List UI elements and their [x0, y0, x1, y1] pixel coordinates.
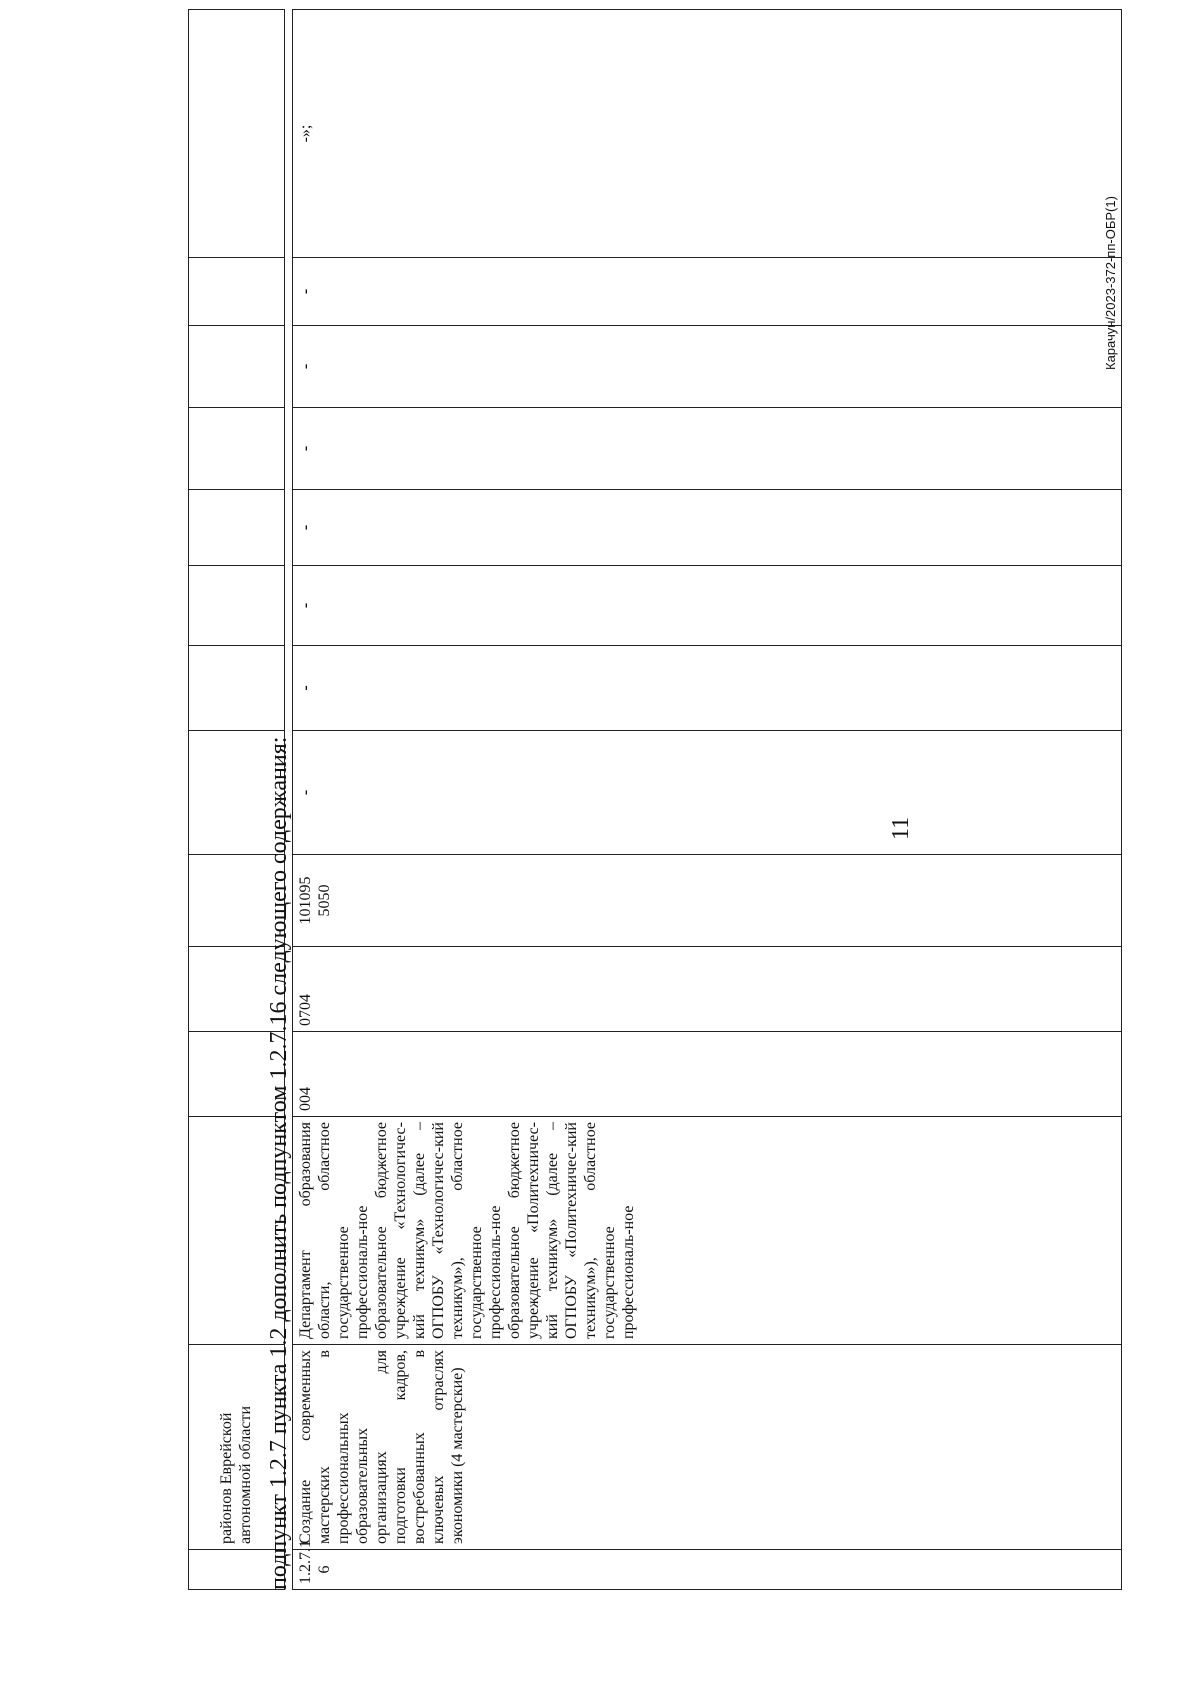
grbs-code: 004 [297, 1087, 314, 1111]
cell-value [293, 731, 1122, 855]
rotated-document-page [188, 110, 1118, 1590]
cell-value [293, 408, 1122, 490]
value-dash: - [297, 288, 314, 295]
new-subitem-table [292, 9, 1122, 1590]
prev-cell-measure: районов Еврейской автономной области [189, 1345, 285, 1550]
value-dash: - [297, 445, 314, 452]
value-dash: - [297, 363, 314, 370]
cell-value [293, 566, 1122, 646]
rzpr-code: 0704 [297, 994, 314, 1026]
cell-value [293, 490, 1122, 566]
cell-executor [293, 1117, 1122, 1345]
value-dash: - [297, 789, 314, 796]
value-dash: - [297, 602, 314, 609]
cell-end [293, 10, 1122, 258]
cell-grbs [293, 1032, 1122, 1117]
item-number: 1.2.7.1 6 [297, 1540, 333, 1584]
cell-value [293, 258, 1122, 326]
table-row [293, 10, 1122, 1590]
csr-code: 101095 5050 [297, 876, 333, 925]
cell-rzpr [293, 947, 1122, 1032]
value-dash: - [297, 685, 314, 691]
cell-csr [293, 855, 1122, 947]
cell-value [293, 646, 1122, 731]
executor-text: Департамент образования области, областное государственное профессиональ-ное образовательное бюджетное учреждение «Технологичес-кий техникум» (далее – ОГПОБУ «Технологичес-кий техникум»), областное государственное профессиональ-ное образовательное бюджетное учреждение «Политехничес-кий техникум» (далее – ОГПОБУ «Политехничес-кий техникум»), областное государственное профессиональ-ное [297, 1122, 637, 1339]
measure-text: Создание современных мастерских в профессиональных образовательных организациях для подготовки кадров, востребованных в ключевых отраслях экономики (4 мастерские) [297, 1350, 466, 1544]
cell-item-number [293, 1540, 1122, 1590]
amendment-heading: подпункт 1.2.7 пункта 1.2 дополнить подпунктом 1.2.7.16 следующего содержания: [266, 736, 292, 1590]
cell-value [293, 326, 1122, 408]
page-number: 11 [888, 816, 914, 840]
cell-measure [293, 1345, 1122, 1550]
value-dash: - [297, 524, 314, 531]
file-code: Карачун/2023-372-пп-ОБР(1) [1103, 196, 1118, 370]
closing-mark: -»; [297, 124, 314, 143]
